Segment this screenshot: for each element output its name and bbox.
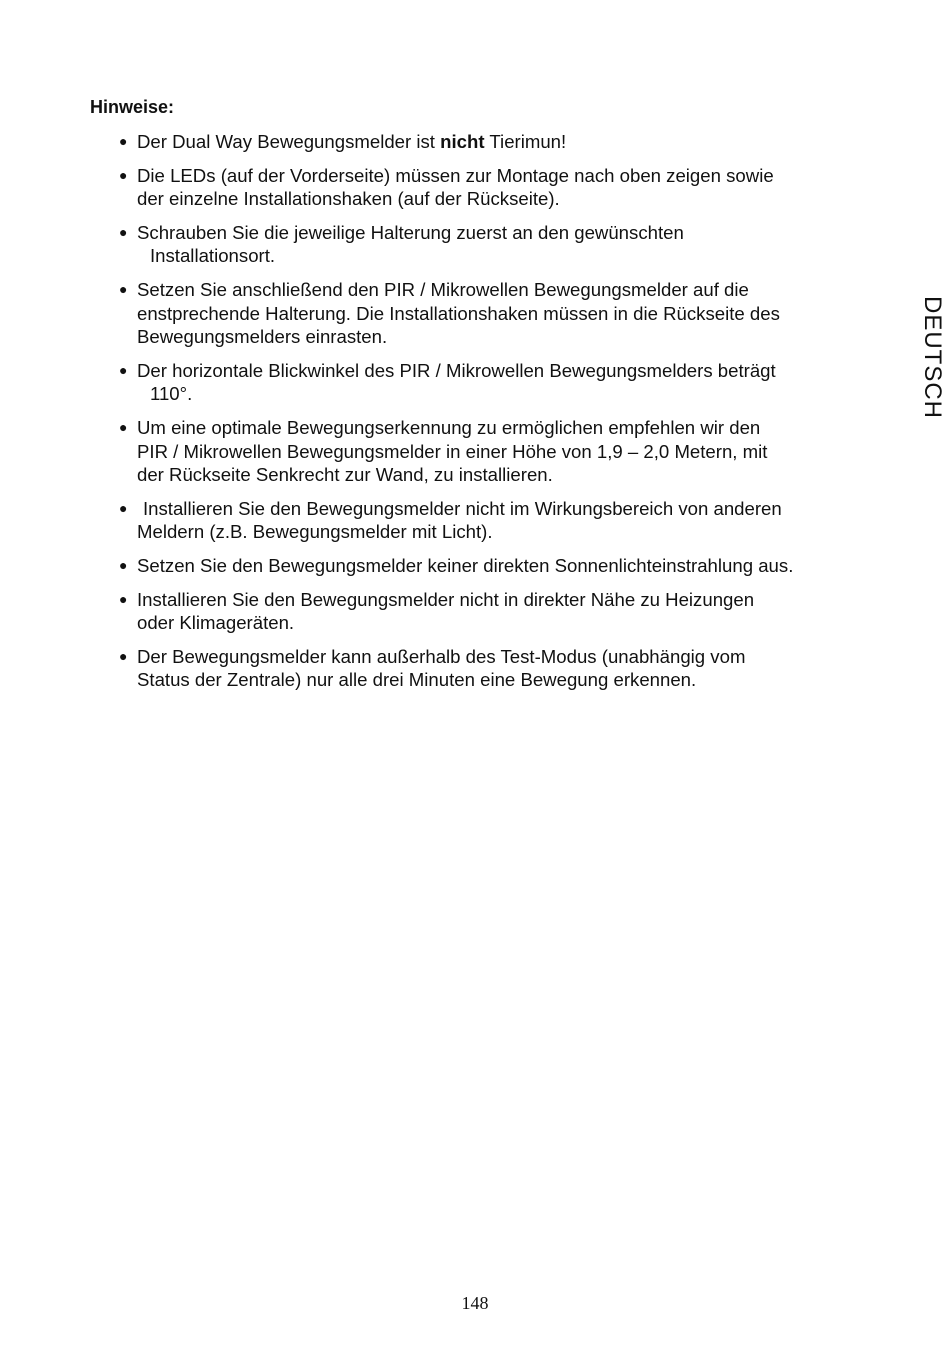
note-item xyxy=(115,554,860,578)
note-text-line: Der horizontale Blickwinkel des PIR / Mikrowellen Bewegungsmelders beträgt xyxy=(137,359,776,381)
note-text-line: enstprechende Halterung. Die Installationshaken müssen in die Rückseite des xyxy=(137,302,780,324)
note-text-line: Installieren Sie den Bewegungsmelder nicht in direkter Nähe zu Heizungen xyxy=(137,588,755,610)
bullet-icon: ● xyxy=(119,280,128,297)
note-text-line: Setzen Sie den Bewegungsmelder keiner direkten Sonnenlichteinstrahlung aus. xyxy=(137,554,794,576)
note-text-line: oder Klimageräten. xyxy=(137,612,295,634)
note-text: Tierimun! xyxy=(484,131,567,152)
bullet-icon: ● xyxy=(119,647,128,664)
bullet-icon: ● xyxy=(119,556,128,573)
note-item xyxy=(115,278,860,349)
note-item xyxy=(115,645,860,692)
note-text-line: Bewegungsmelders einrasten. xyxy=(137,326,388,348)
note-item xyxy=(115,588,860,635)
note-text-line: PIR / Mikrowellen Bewegungsmelder in einer Höhe von 1,9 – 2,0 Metern, mit xyxy=(137,440,768,462)
notes-list xyxy=(115,130,860,702)
language-side-label: DEUTSCH xyxy=(919,296,946,420)
notes-heading: Hinweise: xyxy=(90,97,175,117)
note-text-line: der einzelne Installationshaken (auf der Rückseite). xyxy=(137,188,560,210)
note-text-line: Die LEDs (auf der Vorderseite) müssen zur Montage nach oben zeigen sowie xyxy=(137,164,774,186)
note-item xyxy=(115,359,860,406)
bullet-icon: ● xyxy=(119,361,128,378)
note-item xyxy=(115,130,860,154)
note-text-line: Der Bewegungsmelder kann außerhalb des Test-Modus (unabhängig vom xyxy=(137,645,746,667)
note-item xyxy=(115,497,860,544)
bullet-icon: ● xyxy=(119,418,128,435)
note-text-line: Installieren Sie den Bewegungsmelder nicht im Wirkungsbereich von anderen xyxy=(143,497,782,519)
note-text-line: Meldern (z.B. Bewegungsmelder mit Licht). xyxy=(137,521,493,543)
note-emphasis: nicht xyxy=(440,131,485,152)
bullet-icon: ● xyxy=(119,166,128,183)
bullet-icon: ● xyxy=(119,133,128,149)
note-item xyxy=(115,221,860,268)
note-text-line: Installationsort. xyxy=(150,245,276,267)
note-text-line: Status der Zentrale) nur alle drei Minuten eine Bewegung erkennen. xyxy=(137,669,697,691)
note-item xyxy=(115,164,860,211)
note-text: Der Dual Way Bewegungsmelder ist xyxy=(137,131,441,152)
note-text-line: der Rückseite Senkrecht zur Wand, zu installieren. xyxy=(137,464,553,486)
note-item xyxy=(115,416,860,487)
page-number: 148 xyxy=(461,1293,489,1313)
note-text-line: 110°. xyxy=(150,383,193,405)
bullet-icon: ● xyxy=(119,590,128,607)
note-text-line: Schrauben Sie die jeweilige Halterung zuerst an den gewünschten xyxy=(137,221,684,243)
bullet-icon: ● xyxy=(119,499,128,516)
note-text-line: Setzen Sie anschließend den PIR / Mikrowellen Bewegungsmelder auf die xyxy=(137,278,749,300)
note-text-line: Um eine optimale Bewegungserkennung zu ermöglichen empfehlen wir den xyxy=(137,416,761,438)
bullet-icon: ● xyxy=(119,223,128,240)
